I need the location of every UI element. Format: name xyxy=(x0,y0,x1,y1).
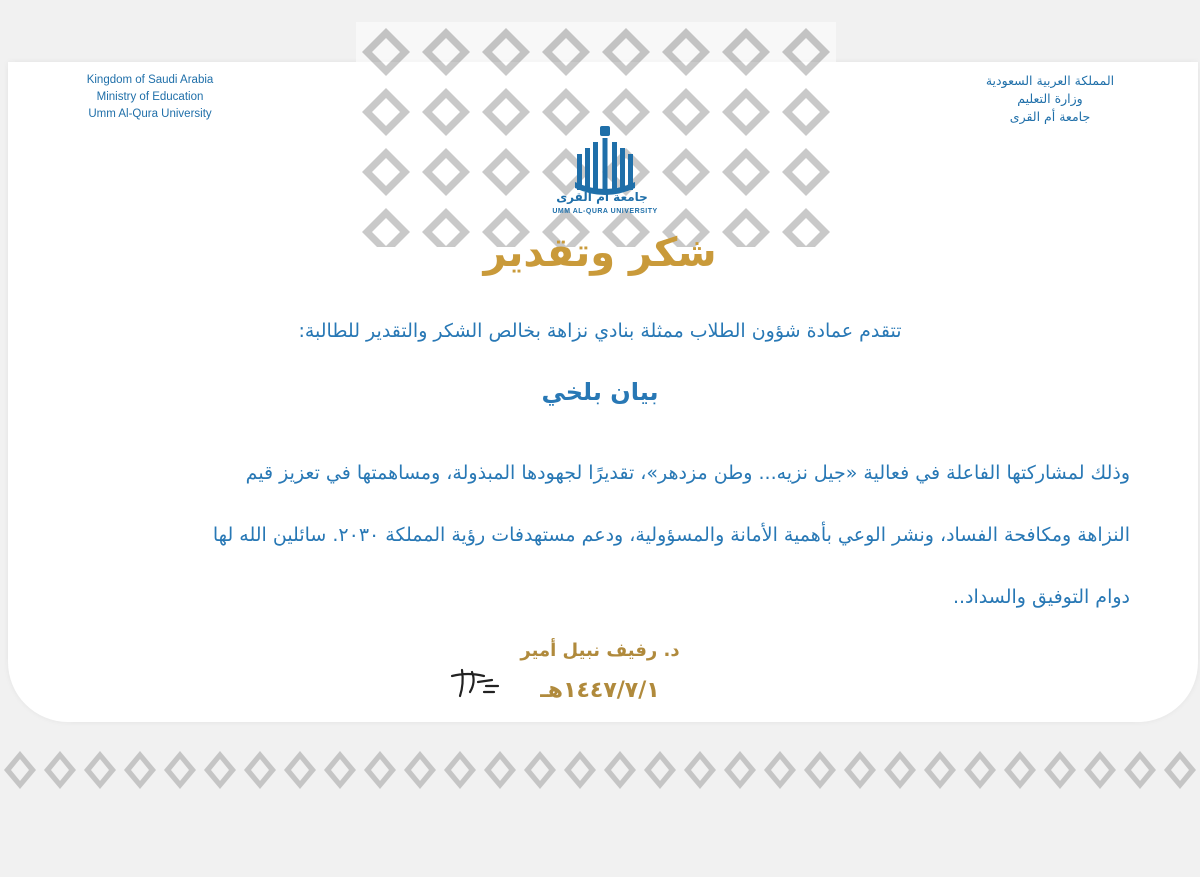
header-en-line1: Kingdom of Saudi Arabia xyxy=(86,74,214,86)
header-ar-line2: وزارة التعليم xyxy=(1017,91,1083,106)
header-en-line2: Ministry of Education xyxy=(96,91,204,103)
recipient-name: بيان بلخي xyxy=(541,378,659,406)
body-line-3: دوام التوفيق والسداد.. xyxy=(952,586,1130,608)
logo-arabic-text: جامعة أم القرى xyxy=(556,190,648,204)
decorative-border-pattern xyxy=(0,745,1200,795)
body-line-1: وذلك لمشاركتها الفاعلة في فعالية «جيل نزيه... وطن مزدهر»، تقديرًا لجهودها المبذولة، ومساهمتها في تعزيز قيم xyxy=(245,462,1130,484)
certificate-date: ١٤٤٧/٧/١هـ xyxy=(540,678,660,703)
logo-english-text: UMM AL-QURA UNIVERSITY xyxy=(552,208,658,215)
header-en-line3: Umm Al-Qura University xyxy=(88,108,212,120)
university-logo-icon xyxy=(555,124,655,220)
body-line-2: النزاهة ومكافحة الفساد، ونشر الوعي بأهمية الأمانة والمسؤولية، ودعم مستهدفات رؤية المملكة ٢٠٣٠. سائلين الله لها xyxy=(212,524,1130,546)
header-english xyxy=(50,72,250,123)
certificate-body xyxy=(70,442,1130,628)
signer-name: د. رفيف نبيل أمير xyxy=(520,640,680,661)
certificate-title: شكر وتقدير xyxy=(483,230,717,276)
header-arabic xyxy=(950,72,1150,126)
certificate-intro: تتقدم عمادة شؤون الطلاب ممثلة بنادي نزاهة بخالص الشكر والتقدير للطالبة: xyxy=(298,320,902,342)
handwritten-signature xyxy=(448,662,508,702)
header-ar-line1: المملكة العربية السعودية xyxy=(985,73,1115,88)
header-ar-line3: جامعة أم القرى xyxy=(1009,109,1091,124)
